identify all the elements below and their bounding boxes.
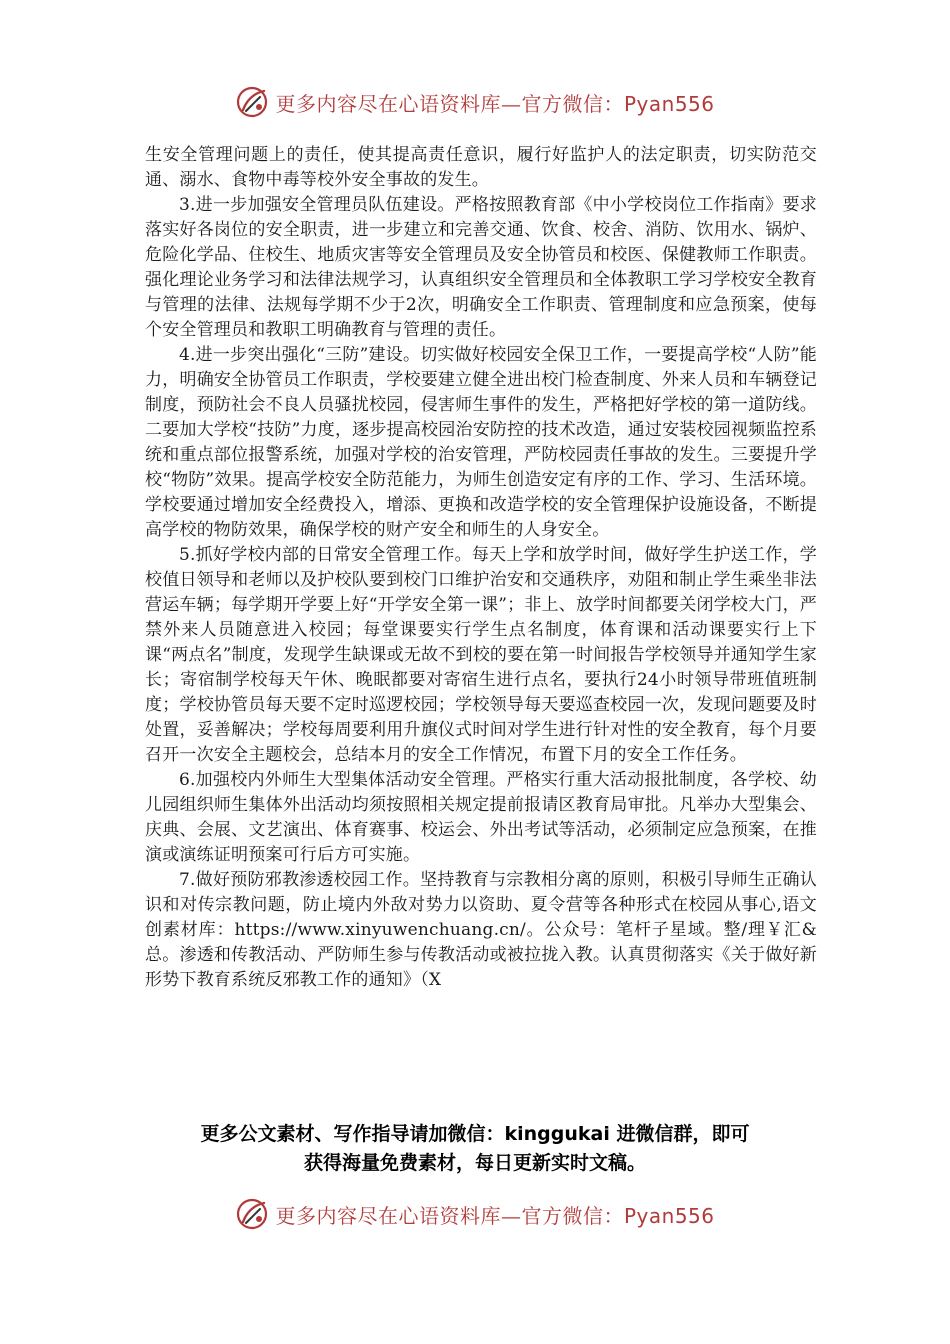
promo-line-1: 更多公文素材、写作指导请加微信：kinggukai 进微信群，即可: [200, 1123, 750, 1145]
document-body: [145, 143, 817, 993]
footer-banner-text: 更多内容尽在心语资料库—官方微信：Pyan556: [275, 1203, 715, 1228]
promo-line-2: 获得海量免费素材，每日更新实时文稿。: [303, 1152, 646, 1174]
header-banner-text: 更多内容尽在心语资料库—官方微信：Pyan556: [275, 91, 715, 116]
logo-icon: [235, 1197, 269, 1231]
footer-banner: [0, 1194, 950, 1234]
paragraph-continuation: 生安全管理问题上的责任，使其提高责任意识，履行好监护人的法定职责，切实防范交通、溺水、食物中毒等校外安全事故的发生。: [145, 145, 817, 190]
paragraph-7: 7.做好预防邪教渗透校园工作。坚持教育与宗教相分离的原则，积极引导师生正确认识和对传宗教问题，防止境内外敌对势力以资助、夏令营等各种形式在校园从事心,语文创素材库：https://www.xinyuwenchuang.cn/。公众号：笔杆子星域。整/理￥汇&总。渗透和传教活动、严防师生参与传教活动或被拉拢入教。认真贯彻落实《关于做好新形势下教育系统反邪教工作的通知》（X: [145, 870, 817, 990]
header-banner: [0, 82, 950, 122]
promo-notice: [130, 1120, 820, 1178]
paragraph-6: 6.加强校内外师生大型集体活动安全管理。严格实行重大活动报批制度，各学校、幼儿园组织师生集体外出活动均须按照相关规定提前报请区教育局审批。凡举办大型集会、庆典、会展、文艺演出、体育赛事、校运会、外出考试等活动，必须制定应急预案，在推演或演练证明预案可行后方可实施。: [145, 770, 817, 865]
paragraph-4: 4.进一步突出强化“三防”建设。切实做好校园安全保卫工作，一要提高学校“人防”能力，明确安全协管员工作职责，学校要建立健全进出校门检查制度、外来人员和车辆登记制度，预防社会不良人员骚扰校园，侵害师生事件的发生，严格把好学校的第一道防线。二要加大学校“技防”力度，逐步提高校园治安防控的技术改造，通过安装校园视频监控系统和重点部位报警系统，加强对学校的治安管理，严防校园责任事故的发生。三要提升学校“物防”效果。提高学校安全防范能力，为师生创造安定有序的工作、学习、生活环境。学校要通过增加安全经费投入，增添、更换和改造学校的安全管理保护设施设备，不断提高学校的物防效果，确保学校的财产安全和师生的人身安全。: [145, 345, 817, 540]
paragraph-3: 3.进一步加强安全管理员队伍建设。严格按照教育部《中小学校岗位工作指南》要求落实好各岗位的安全职责，进一步建立和完善交通、饮食、校舍、消防、饮用水、锅炉、危险化学品、住校生、地质灾害等安全管理员及安全协管员和校医、保健教师工作职责。强化理论业务学习和法律法规学习，认真组织安全管理员和全体教职工学习学校安全教育与管理的法律、法规每学期不少于2次，明确安全工作职责、管理制度和应急预案，使每个安全管理员和教职工明确教育与管理的责任。: [145, 195, 817, 340]
header-wechat-id: Pyan556: [623, 91, 715, 116]
logo-icon: [235, 85, 269, 119]
paragraph-5: 5.抓好学校内部的日常安全管理工作。每天上学和放学时间，做好学生护送工作，学校值日领导和老师以及护校队要到校门口维护治安和交通秩序，劝阻和制止学生乘坐非法营运车辆；每学期开学要上好“开学安全第一课”；非上、放学时间都要关闭学校大门，严禁外来人员随意进入校园；每堂课要实行学生点名制度，体育课和活动课要实行上下课“两点名”制度，发现学生缺课或无故不到校的要在第一时间报告学校领导并通知学生家长；寄宿制学校每天午休、晚眠都要对寄宿生进行点名，要执行24小时领导带班值班制度；学校协管员每天要不定时巡逻校园；学校领导每天要巡查校园一次，发现问题要及时处置，妥善解决；学校每周要利用升旗仪式时间对学生进行针对性的安全教育，每个月要召开一次安全主题校会，总结本月的安全工作情况，布置下月的安全工作任务。: [145, 545, 817, 765]
footer-wechat-id: Pyan556: [623, 1203, 715, 1228]
